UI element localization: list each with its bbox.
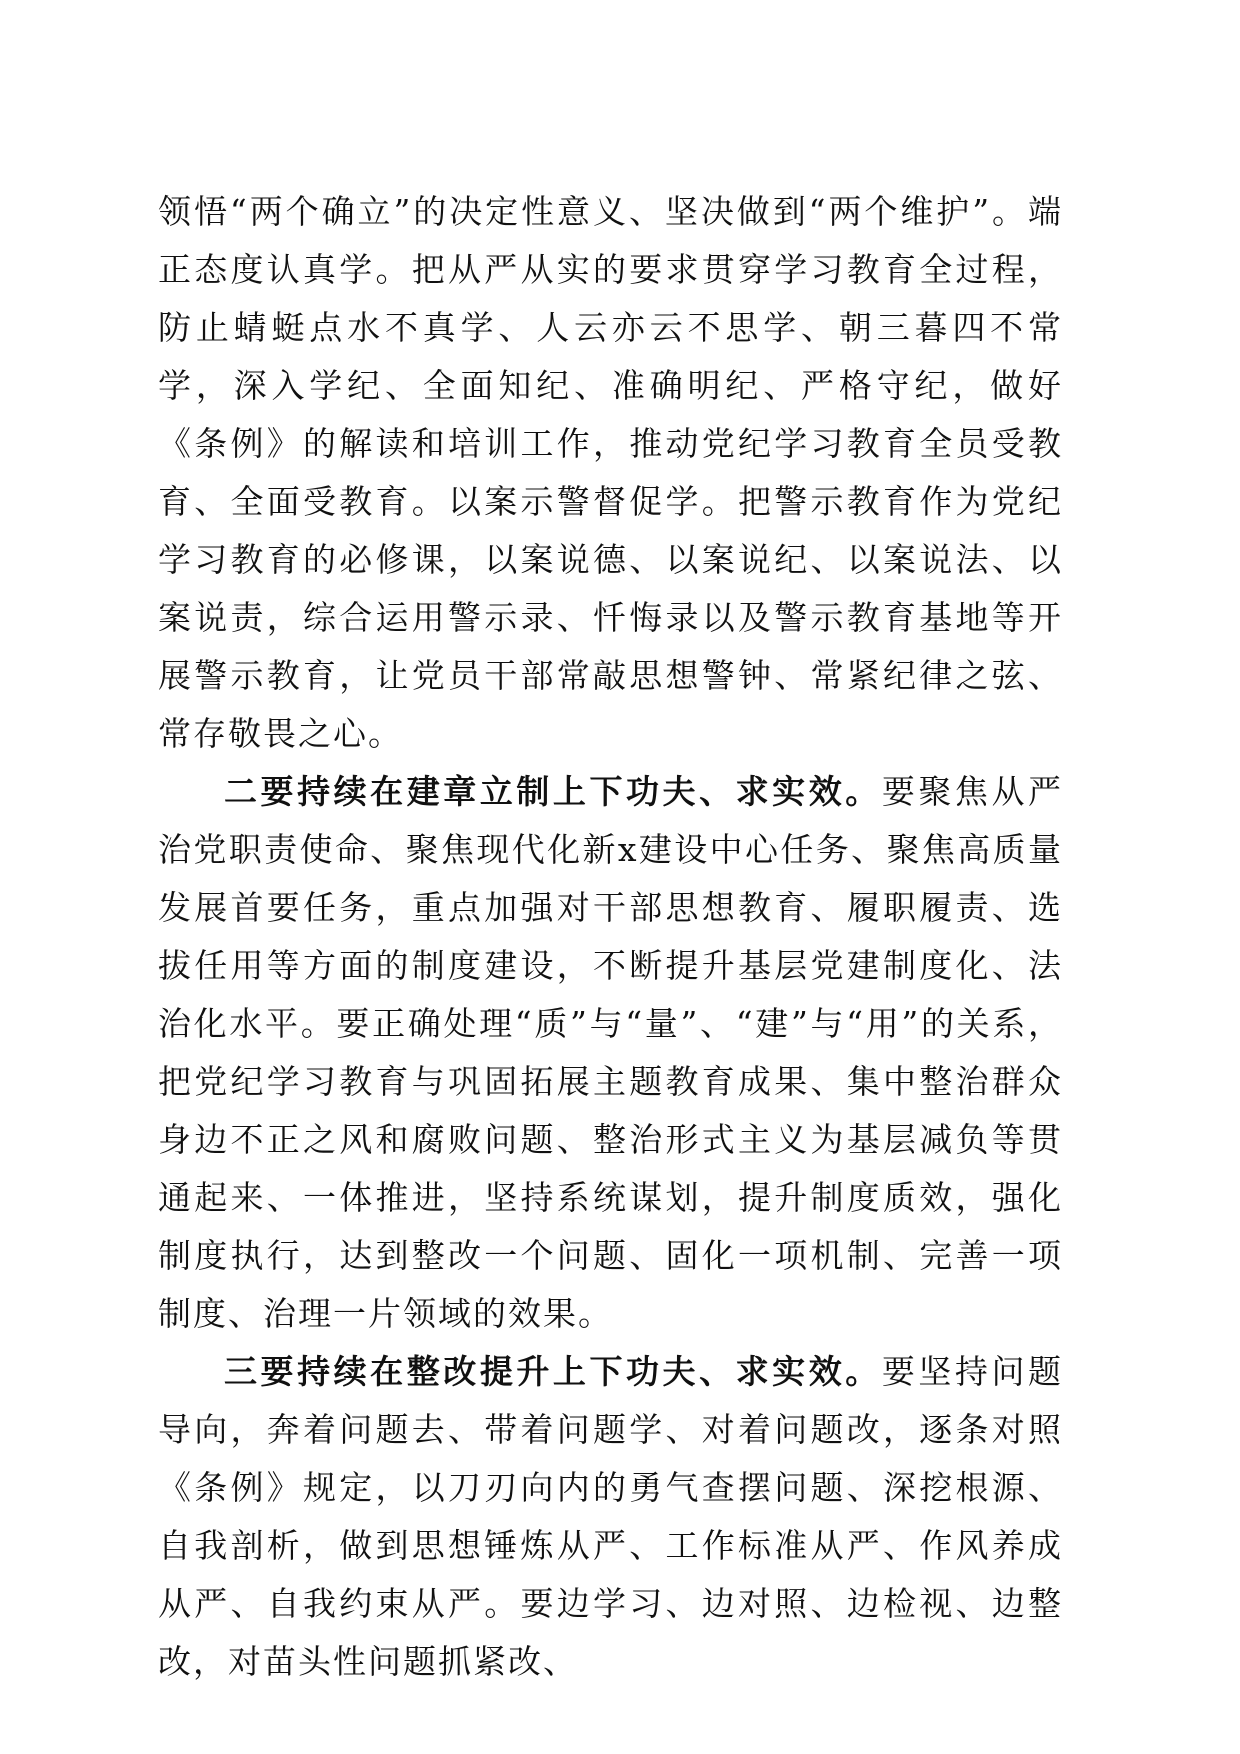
paragraph-3-lead: 三要持续在整改提升上下功夫、求实效。 xyxy=(224,1352,882,1391)
paragraph-3 xyxy=(158,1343,1063,1691)
paragraph-1 xyxy=(158,183,1063,763)
paragraph-3-text: 要坚持问题导向，奔着问题去、带着问题学、对着问题改，逐条对照《条例》规定，以刀刃向内的勇气查摆问题、深挖根源、自我剖析，做到思想锤炼从严、工作标准从严、作风养成从严、自我约束从严。要边学习、边对照、边检视、边整改，对苗头性问题抓紧改、 xyxy=(158,1352,1064,1681)
document-body xyxy=(158,183,1063,1691)
paragraph-2 xyxy=(158,763,1063,1343)
paragraph-2-lead: 二要持续在建章立制上下功夫、求实效。 xyxy=(224,772,882,811)
paragraph-2-text: 要聚焦从严治党职责使命、聚焦现代化新x建设中心任务、聚焦高质量发展首要任务，重点加强对干部思想教育、履职履责、选拔任用等方面的制度建设，不断提升基层党建制度化、法治化水平。要正确处理“质”与“量”、“建”与“用”的关系，把党纪学习教育与巩固拓展主题教育成果、集中整治群众身边不正之风和腐败问题、整治形式主义为基层减负等贯通起来、一体推进，坚持系统谋划，提升制度质效，强化制度执行，达到整改一个问题、固化一项机制、完善一项制度、治理一片领域的效果。 xyxy=(158,772,1064,1333)
paragraph-1-text: 领悟“两个确立”的决定性意义、坚决做到“两个维护”。端正态度认真学。把从严从实的要求贯穿学习教育全过程，防止蜻蜓点水不真学、人云亦云不思学、朝三暮四不常学，深入学纪、全面知纪、准确明纪、严格守纪，做好《条例》的解读和培训工作，推动党纪学习教育全员受教育、全面受教育。以案示警督促学。把警示教育作为党纪学习教育的必修课，以案说德、以案说纪、以案说法、以案说责，综合运用警示录、忏悔录以及警示教育基地等开展警示教育，让党员干部常敲思想警钟、常紧纪律之弦、常存敬畏之心。 xyxy=(158,192,1063,753)
